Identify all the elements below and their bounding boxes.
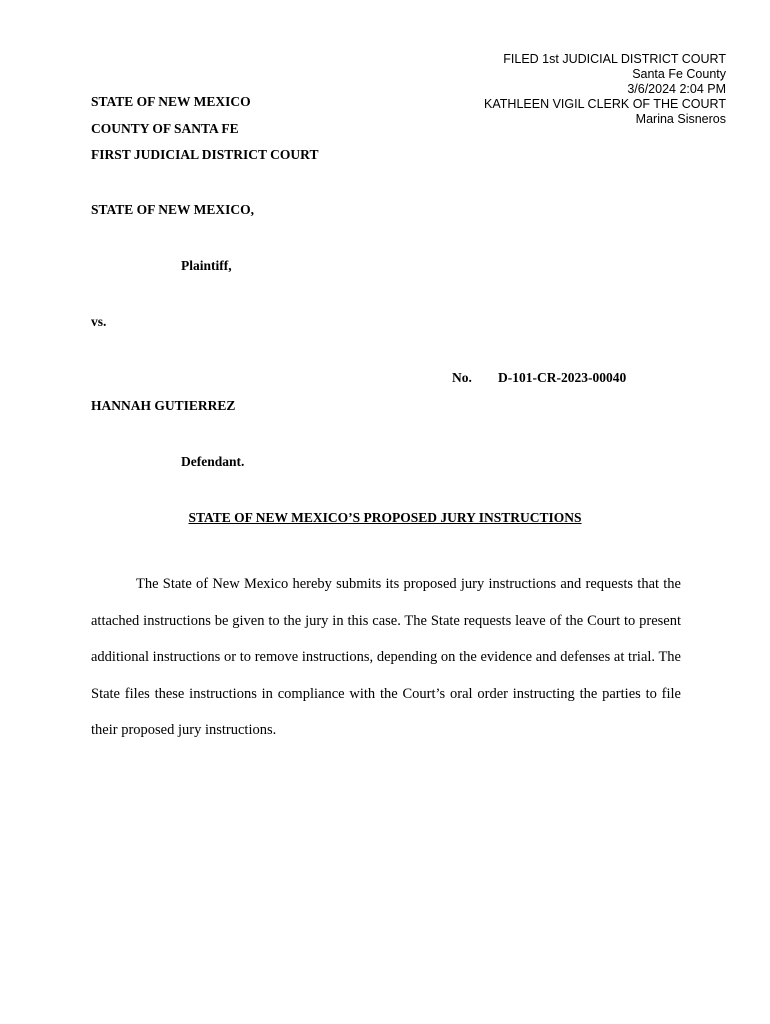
court-state: STATE OF NEW MEXICO bbox=[91, 94, 251, 109]
filing-stamp-clerk: KATHLEEN VIGIL CLERK OF THE COURT bbox=[484, 97, 726, 111]
versus-label: vs. bbox=[91, 314, 107, 329]
court-county: COUNTY OF SANTA FE bbox=[91, 121, 239, 136]
defendant-name: HANNAH GUTIERREZ bbox=[91, 398, 236, 413]
body-paragraph: The State of New Mexico hereby submits its proposed jury instructions and requests that the attached instructions be given to the jury in this case. The State requests leave of the Court to present additional instructions or to remove instructions, depending on the evidence and defenses at trial. The State files these instructions in compliance with the Court’s oral order instructing the parties to file their proposed jury instructions. bbox=[91, 576, 681, 738]
plaintiff-label: Plaintiff, bbox=[181, 258, 232, 273]
document-title: STATE OF NEW MEXICO’S PROPOSED JURY INSTRUCTIONS bbox=[188, 510, 582, 525]
document-body bbox=[91, 566, 681, 749]
court-district: FIRST JUDICIAL DISTRICT COURT bbox=[91, 147, 319, 162]
case-number: D-101-CR-2023-00040 bbox=[498, 370, 627, 385]
filing-stamp-deputy: Marina Sisneros bbox=[635, 112, 726, 126]
defendant-label: Defendant. bbox=[181, 454, 245, 469]
case-number-label: No. bbox=[452, 370, 472, 385]
filing-stamp-county: Santa Fe County bbox=[632, 67, 726, 81]
filing-stamp bbox=[484, 52, 726, 127]
filing-stamp-datetime: 3/6/2024 2:04 PM bbox=[627, 82, 726, 96]
filing-stamp-line: FILED 1st JUDICIAL DISTRICT COURT bbox=[503, 52, 726, 66]
plaintiff-name: STATE OF NEW MEXICO, bbox=[91, 202, 255, 217]
